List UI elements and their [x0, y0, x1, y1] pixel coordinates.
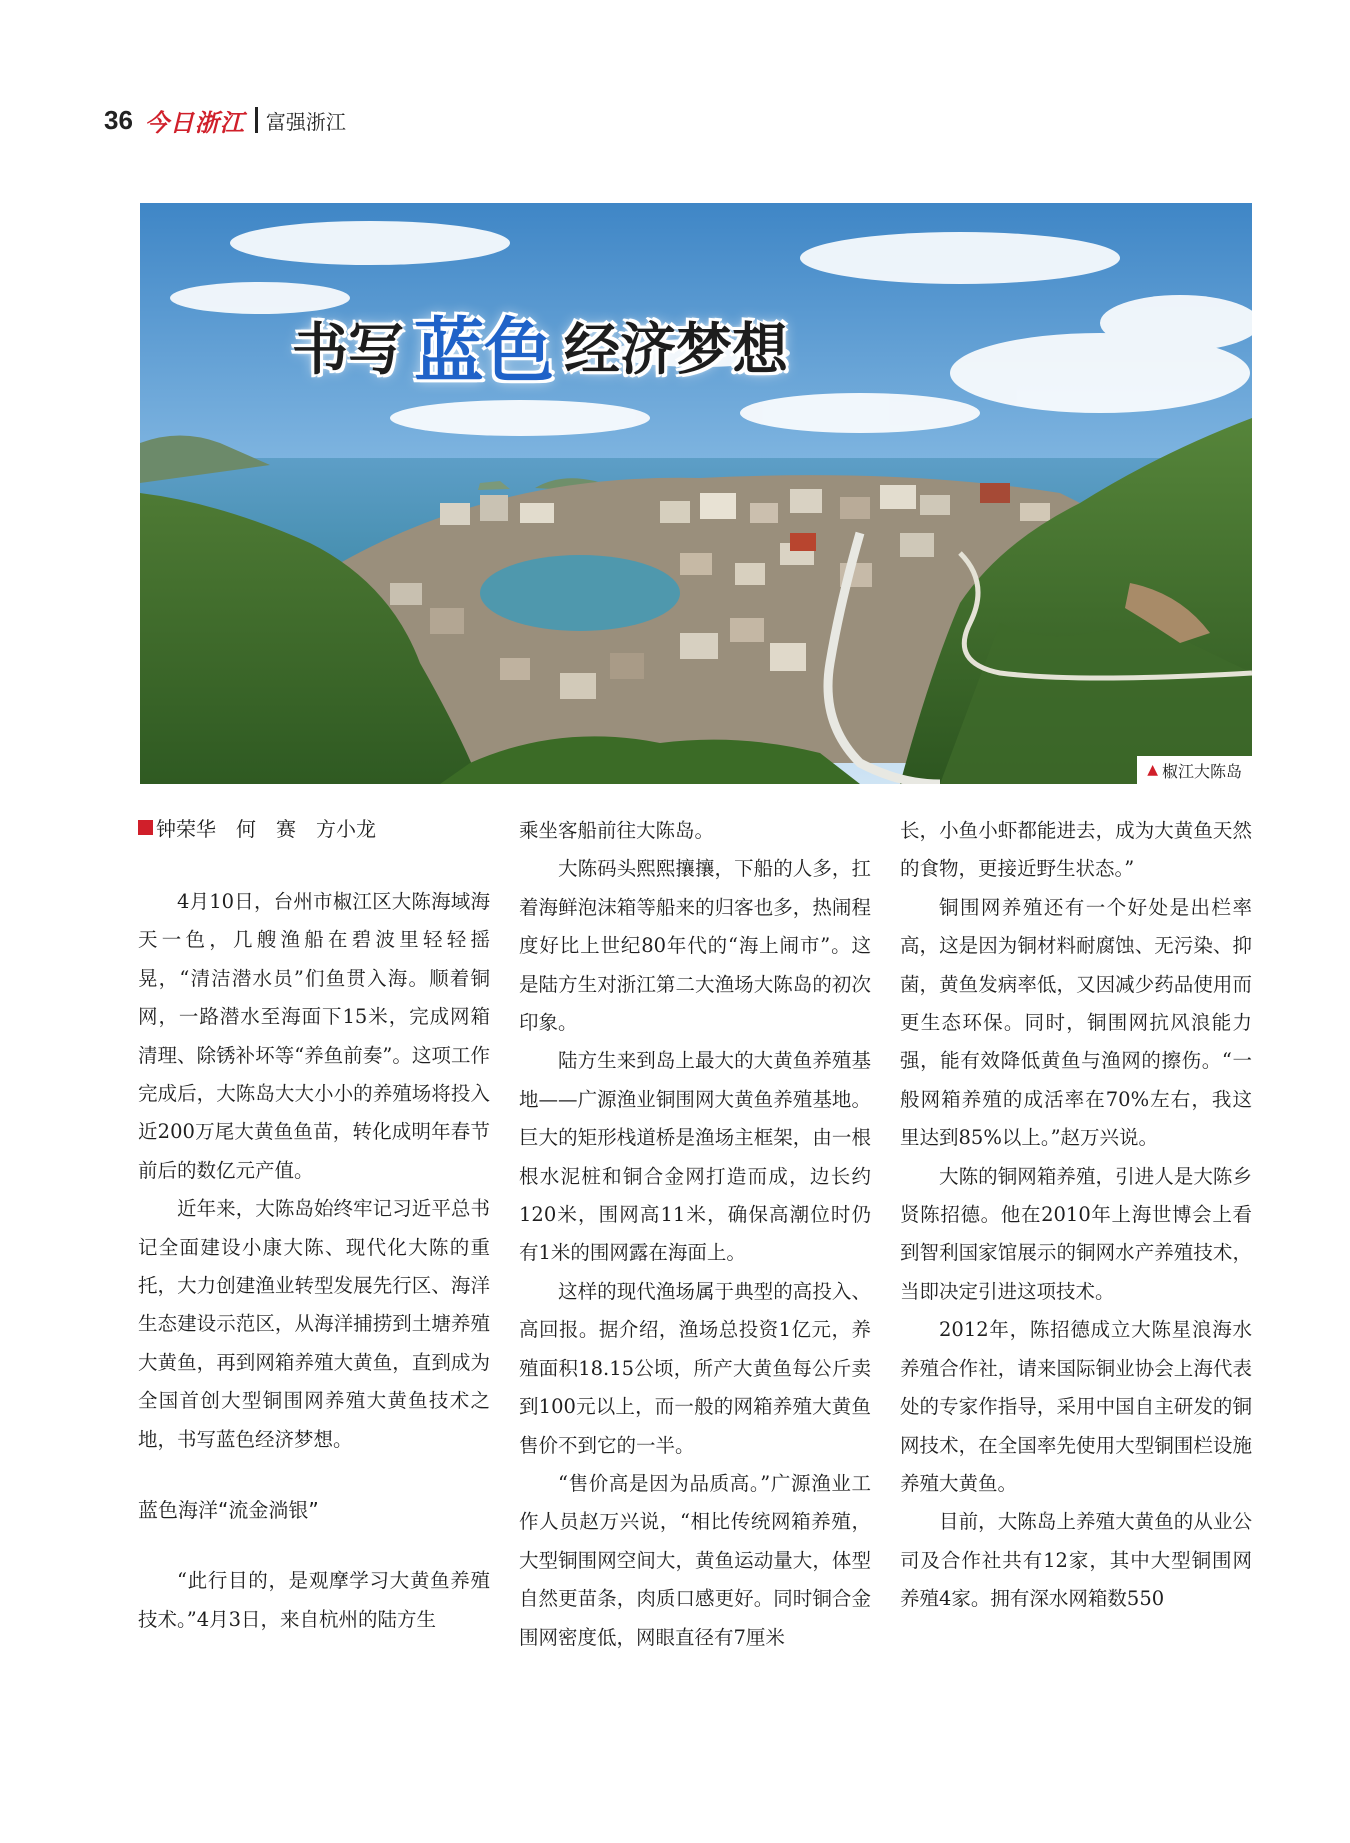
text-column-2 — [519, 812, 871, 1657]
paragraph: 目前，大陈岛上养殖大黄鱼的从业公司及合作社共有12家，其中大型铜围网养殖4家。拥有深水网箱数550 — [900, 1510, 1252, 1611]
paragraph-continuation: 长，小鱼小虾都能进去，成为大黄鱼天然的食物，更接近野生状态。” — [900, 819, 1252, 881]
triangle-up-icon: ▲ — [1147, 762, 1158, 778]
paragraph: 4月10日，台州市椒江区大陈海域海天一色，几艘渔船在碧波里轻轻摇晃，“清洁潜水员”们鱼贯入海。顺着铜网，一路潜水至海面下15米，完成网箱清理、除锈补坏等“养鱼前奏”。这项工作完成后，大陈岛大大小小的养殖场将投入近200万尾大黄鱼鱼苗，转化成明年春节前后的数亿元产值。 — [138, 890, 490, 1182]
paragraph: 大陈的铜网箱养殖，引进人是大陈乡贤陈招德。他在2010年上海世博会上看到智利国家馆展示的铜网水产养殖技术，当即决定引进这项技术。 — [900, 1164, 1252, 1303]
paragraph-continuation: 乘坐客船前往大陈岛。 — [519, 819, 715, 842]
article-title-highlight: 蓝色 — [414, 309, 554, 392]
paragraph: 这样的现代渔场属于典型的高投入、高回报。据介绍，渔场总投资1亿元，养殖面积18.15公顷，所产大黄鱼每公斤卖到100元以上，而一般的网箱养殖大黄鱼售价不到它的一半。 — [519, 1279, 871, 1457]
section-subheading: 蓝色海洋“流金淌银” — [138, 1498, 319, 1523]
paragraph: “售价高是因为品质高。”广源渔业工作人员赵万兴说，“相比传统网箱养殖，大型铜围网空间大，黄鱼运动量大，体型自然更苗条，肉质口感更好。同时铜合金围网密度低，网眼直径有7厘米 — [519, 1471, 871, 1649]
section-name: 富强浙江 — [265, 109, 346, 134]
paragraph: 近年来，大陈岛始终牢记习近平总书记全面建设小康大陈、现代化大陈的重托，大力创建渔业转型发展先行区、海洋生态建设示范区，从海洋捕捞到土塘养殖大黄鱼，再到网箱养殖大黄鱼，直到成为全国首创大型铜围网养殖大黄鱼技术之地，书写蓝色经济梦想。 — [138, 1197, 490, 1451]
island-landscape-illustration — [140, 203, 1252, 784]
article-title-part3: 经济梦想 — [564, 316, 788, 383]
text-column-1 — [138, 812, 490, 1639]
magazine-logo: 今日浙江 — [144, 107, 245, 137]
text-column-3 — [900, 812, 1252, 1619]
paragraph: 2012年，陈招德成立大陈星浪海水养殖合作社，请来国际铜业协会上海代表处的专家作指导，采用中国自主研发的铜网技术，在全国率先使用大型铜围栏设施养殖大黄鱼。 — [900, 1318, 1252, 1495]
author-marker-icon — [138, 820, 153, 835]
photo-caption — [1137, 756, 1252, 784]
page-header — [104, 104, 346, 136]
paragraph: 陆方生来到岛上最大的大黄鱼养殖基地——广源渔业铜围网大黄鱼养殖基地。巨大的矩形栈道桥是渔场主框架，由一根根水泥桩和铜合金网打造而成，边长约120米，围网高11米，确保高潮位时仍有1米的围网露在海面上。 — [519, 1049, 871, 1265]
paragraph: “此行目的，是观摩学习大黄鱼养殖技术。”4月3日，来自杭州的陆方生 — [138, 1569, 490, 1631]
header-divider — [255, 107, 258, 133]
paragraph: 铜围网养殖还有一个好处是出栏率高，这是因为铜材料耐腐蚀、无污染、抑菌，黄鱼发病率低，又因减少药品使用而更生态环保。同时，铜围网抗风浪能力强，能有效降低黄鱼与渔网的擦伤。“一般网箱养殖的成活率在70%左右，我这里达到85%以上。”赵万兴说。 — [900, 895, 1252, 1150]
page-number: 36 — [104, 104, 133, 135]
author-line — [138, 812, 490, 842]
photo-caption-text: 椒江大陈岛 — [1161, 761, 1242, 781]
article-title — [292, 295, 788, 396]
article-title-part1: 书写 — [292, 316, 404, 383]
paragraph: 大陈码头熙熙攘攘，下船的人多，扛着海鲜泡沫箱等船来的归客也多，热闹程度好比上世纪80年代的“海上闹市”。这是陆方生对浙江第二大渔场大陈岛的初次印象。 — [519, 857, 871, 1035]
author-names: 钟荣华 何 赛 方小龙 — [156, 816, 376, 841]
hero-photo — [140, 203, 1252, 784]
